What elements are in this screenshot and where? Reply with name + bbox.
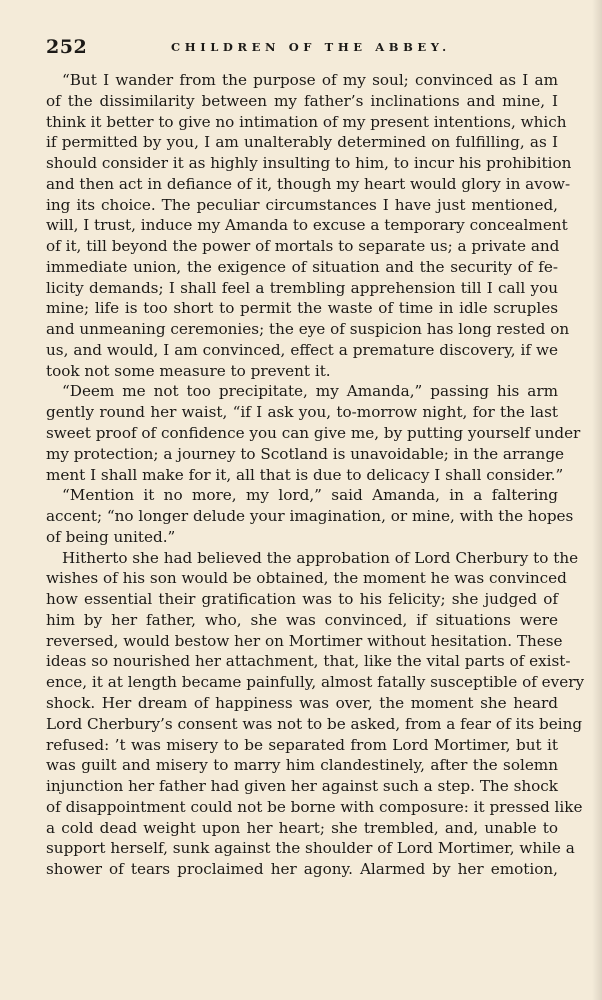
- text-line: “Mention it no more, my lord,” said Amanda, in a faltering: [62, 486, 558, 505]
- text-line: him by her father, who, she was convinced, if situations were: [46, 610, 558, 629]
- text-line: ence, it at length became painfully, almost fatally susceptible of every: [46, 673, 585, 692]
- text-line: my protection; a journey to Scotland is unavoidable; in the arrange: [46, 444, 565, 463]
- page-edge-shadow: [592, 0, 602, 1000]
- text-line: licity demands; I shall feel a trembling apprehension till I call you: [46, 278, 558, 297]
- text-line: how essential their gratification was to his felicity; she judged of: [46, 590, 558, 609]
- text-line: refused: ’t was misery to be separated from Lord Mortimer, but it: [46, 735, 558, 754]
- text-line: and then act in defiance of it, though my heart would glory in avow-: [46, 174, 571, 193]
- text-line: ing its choice. The peculiar circumstances I have just mentioned,: [46, 195, 558, 214]
- text-line: a cold dead weight upon her heart; she trembled, and, unable to: [46, 818, 558, 837]
- text-line: Hitherto she had believed the approbation of Lord Cherbury to the: [62, 548, 579, 567]
- body-text: [46, 70, 585, 880]
- text-line: us, and would, I am convinced, effect a premature discovery, if we: [46, 340, 558, 359]
- text-line: of it, till beyond the power of mortals to separate us; a private and: [46, 237, 560, 256]
- text-line: was guilt and misery to marry him clandestinely, after the solemn: [46, 756, 558, 775]
- page-header: [46, 36, 556, 60]
- text-line: of being united.”: [46, 527, 176, 546]
- text-line: of disappointment could not be borne with composure: it pressed like: [46, 797, 583, 816]
- text-line: accent; “no longer delude your imagination, or mine, with the hopes: [46, 507, 574, 526]
- text-line: should consider it as highly insulting to him, to incur his prohibition: [46, 154, 572, 173]
- text-line: mine; life is too short to permit the waste of time in idle scruples: [46, 299, 558, 318]
- text-line: of the dissimilarity between my father’s inclinations and mine, I: [46, 91, 558, 110]
- text-line: took not some measure to prevent it.: [46, 361, 331, 380]
- text-line: support herself, sunk against the shoulder of Lord Mortimer, while a: [46, 839, 575, 858]
- text-line: “But I wander from the purpose of my soul; convinced as I am: [62, 71, 558, 89]
- text-line: will, I trust, induce my Amanda to excuse a temporary concealment: [46, 216, 568, 235]
- running-head: CHILDREN OF THE ABBEY.: [171, 40, 451, 54]
- text-line: think it better to give no intimation of my present intentions, which: [46, 112, 567, 131]
- text-line: wishes of his son would be obtained, the moment he was convinced: [46, 569, 567, 588]
- text-line: “Deem me not too precipitate, my Amanda,” passing his arm: [62, 382, 558, 401]
- text-line: ideas so nourished her attachment, that, like the vital parts of exist-: [46, 652, 571, 671]
- text-line: sweet proof of confidence you can give me, by putting yourself under: [46, 424, 581, 443]
- text-line: injunction her father had given her against such a step. The shock: [46, 777, 558, 796]
- text-line: Lord Cherbury’s consent was not to be asked, from a fear of its being: [46, 714, 583, 733]
- text-line: ment I shall make for it, all that is due to delicacy I shall consider.”: [46, 465, 564, 484]
- text-line: gently round her waist, “if I ask you, to-morrow night, for the last: [46, 403, 558, 422]
- page-number: 252: [46, 36, 88, 58]
- text-line: and unmeaning ceremonies; the eye of suspicion has long rested on: [46, 320, 570, 339]
- text-line: shock. Her dream of happiness was over, the moment she heard: [46, 693, 558, 712]
- text-line: if permitted by you, I am unalterably determined on fulfilling, as I: [46, 133, 558, 152]
- text-line: reversed, would bestow her on Mortimer without hesitation. These: [46, 631, 563, 650]
- text-line: immediate union, the exigence of situation and the security of fe-: [46, 257, 558, 276]
- text-line: shower of tears proclaimed her agony. Alarmed by her emotion,: [46, 860, 558, 879]
